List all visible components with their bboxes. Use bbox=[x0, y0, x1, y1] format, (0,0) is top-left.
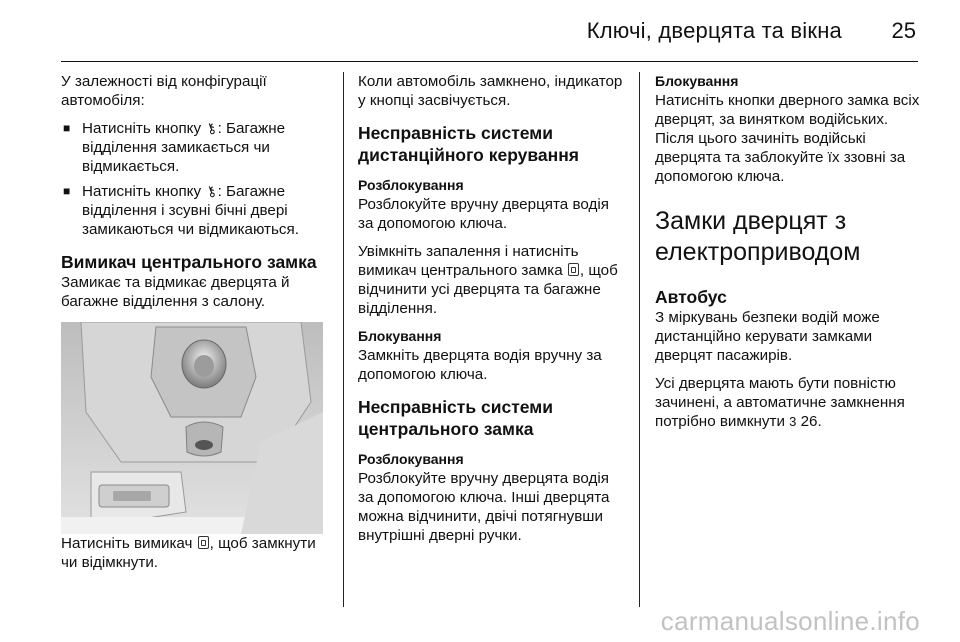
body-text: Коли автомобіль замкнено, індикатор у кнопці засвічується. bbox=[358, 73, 623, 109]
bullet-item bbox=[61, 119, 329, 176]
car-trunk-key-icon: ⚷ bbox=[203, 118, 219, 138]
column-2 bbox=[358, 72, 626, 554]
page-number: 25 bbox=[891, 18, 916, 43]
bullet-mark: ■ bbox=[63, 121, 71, 135]
bullet-text: : Багажне відділення замикається чи відмикається. bbox=[82, 120, 286, 175]
lock-icon bbox=[568, 263, 579, 276]
body-text: Натисніть кнопки дверного замка всіх дверцят, за винятком водійських. Після цього зачиніть водійські дверцята та заблокуйте їх ззовні за допомогою ключа. bbox=[655, 92, 920, 185]
column-3 bbox=[655, 72, 925, 440]
subheading: Блокування bbox=[358, 328, 442, 344]
bullet-text: : Багажне відділення і зсувні бічні двері замикаються чи відмикаються. bbox=[82, 183, 299, 238]
watermark: carmanualsonline.info bbox=[660, 606, 920, 636]
section-heading: Вимикач центрального замка bbox=[61, 252, 317, 272]
body-text: Розблокуйте вручну дверцята водія за допомогою ключа. bbox=[358, 196, 609, 232]
subheading: Розблокування bbox=[358, 177, 464, 193]
bullet-mark: ■ bbox=[63, 184, 71, 198]
bullet-text: Натисніть кнопку bbox=[82, 183, 206, 200]
bullet-text: Натисніть кнопку bbox=[82, 120, 206, 137]
central-lock-switch-photo bbox=[61, 322, 323, 534]
body-text: З міркувань безпеки водій може дистанційно керувати замками дверцят пасажирів. bbox=[655, 309, 880, 364]
bullet-item bbox=[61, 182, 329, 239]
car-trunk-key-icon: ⚷ bbox=[203, 181, 219, 201]
column-1 bbox=[61, 72, 329, 581]
body-text bbox=[655, 374, 925, 431]
subheading: Блокування bbox=[655, 73, 739, 89]
page-reference[interactable]: 26. bbox=[796, 413, 822, 430]
body-text: Замкніть дверцята водія вручну за допомогою ключа. bbox=[358, 347, 602, 383]
section-heading: Несправність системи дистанційного керування bbox=[358, 123, 580, 165]
body-text-part: Увімкніть запалення і натисніть вимикач центрального замка bbox=[358, 243, 579, 279]
column-divider bbox=[639, 72, 640, 607]
body-text-part: , щоб відчинити усі дверцята та багажне відділення. bbox=[358, 262, 618, 317]
subheading: Розблокування bbox=[358, 451, 464, 467]
ceiling-console-illustration bbox=[61, 322, 323, 534]
body-text: Замикає та відмикає дверцята й багажне відділення з салону. bbox=[61, 274, 290, 310]
body-text: Розблокуйте вручну дверцята водія за допомогою ключа. Інші дверцята можна відчинити, двічі потягнувши внутрішні дверні ручки. bbox=[358, 470, 610, 544]
intro-text: У залежності від конфігурації автомобіля: bbox=[61, 73, 267, 109]
chapter-heading: Замки дверцят з електроприводом bbox=[655, 207, 861, 266]
caption-text: , щоб замкнути чи відімкнути. bbox=[61, 535, 316, 571]
page-title: Ключі, дверцята та вікна bbox=[586, 18, 842, 43]
section-heading: Несправність системи центрального замка bbox=[358, 397, 553, 439]
page-reference-arrow-icon: 3 bbox=[789, 414, 797, 429]
section-heading: Автобус bbox=[655, 287, 727, 307]
body-text bbox=[358, 242, 626, 318]
column-divider bbox=[343, 72, 344, 607]
lock-icon bbox=[198, 536, 209, 549]
caption-text: Натисніть вимикач bbox=[61, 535, 197, 552]
page-header bbox=[61, 0, 918, 62]
body-text-part: Усі дверцята мають бути повністю зачинені, а автоматичне замкнення потрібно вимкнути bbox=[655, 375, 905, 430]
figure-caption bbox=[61, 534, 329, 572]
